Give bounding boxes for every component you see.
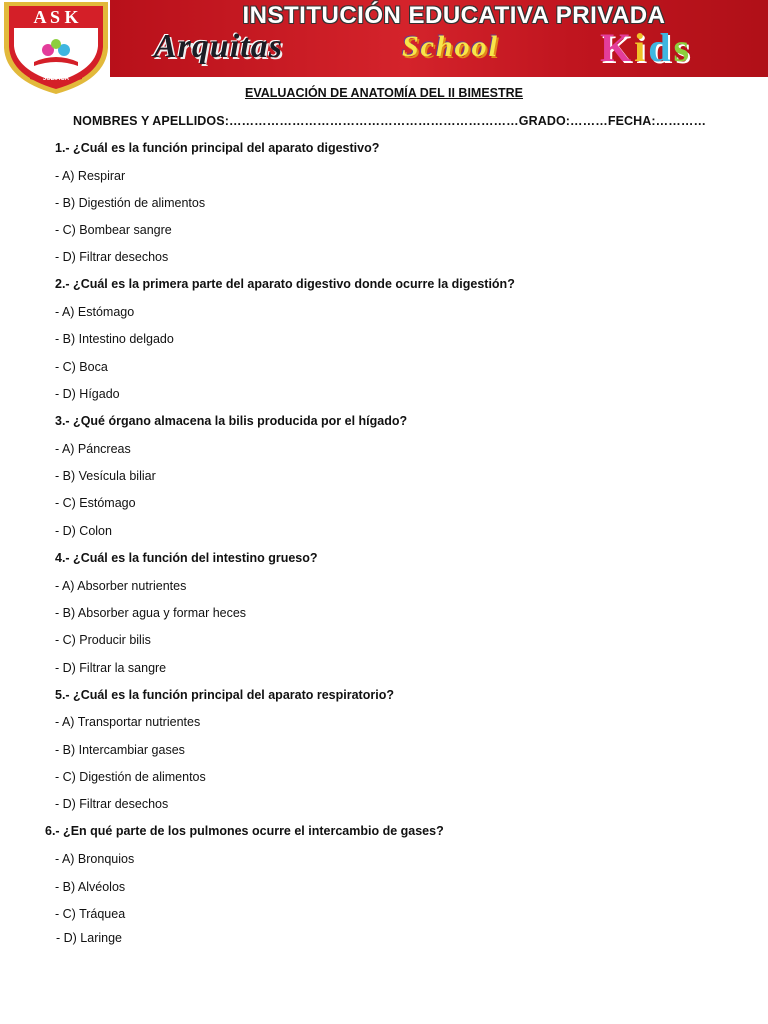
shield-letters: A S K xyxy=(33,7,79,27)
option: - A) Transportar nutrientes xyxy=(55,715,201,729)
option: - C) Tráquea xyxy=(55,907,126,921)
option: - A) Respirar xyxy=(55,169,126,183)
kids-letter: s xyxy=(673,25,693,70)
question-5: 5.- ¿Cuál es la función principal del aparato respiratorio? xyxy=(55,688,394,702)
option: - C) Estómago xyxy=(55,496,136,510)
question-2: 2.- ¿Cuál es la primera parte del aparato digestivo donde ocurre la digestión? xyxy=(55,277,515,291)
school-shield-logo xyxy=(2,0,110,96)
question-3: 3.- ¿Qué órgano almacena la bilis producida por el hígado? xyxy=(55,414,408,428)
option: - B) Intercambiar gases xyxy=(55,743,185,757)
option: - D) Hígado xyxy=(55,387,120,401)
banner-school-name: Arquitas xyxy=(154,28,283,65)
option: - B) Digestión de alimentos xyxy=(55,196,206,210)
banner-kids-word xyxy=(600,24,692,71)
option: - C) Boca xyxy=(55,360,108,374)
question-6: 6.- ¿En qué parte de los pulmones ocurre el intercambio de gases? xyxy=(45,824,444,838)
option: - D) Colon xyxy=(55,524,112,538)
option: - D) Filtrar desechos xyxy=(55,250,169,264)
option: - B) Absorber agua y formar heces xyxy=(55,606,247,620)
option: - D) Filtrar la sangre xyxy=(55,661,167,675)
option: - A) Absorber nutrientes xyxy=(55,579,187,593)
option: - A) Estómago xyxy=(55,305,135,319)
shield-icon xyxy=(2,0,110,96)
kids-letter: d xyxy=(648,25,674,70)
school-banner xyxy=(110,0,768,77)
option: - C) Bombear sangre xyxy=(55,223,172,237)
option: - D) Filtrar desechos xyxy=(55,797,169,811)
option: - B) Intestino delgado xyxy=(55,332,174,346)
shield-city: JULIACA xyxy=(42,76,70,82)
option: - C) Digestión de alimentos xyxy=(55,770,206,784)
kids-letter: K xyxy=(600,25,635,70)
option: - B) Alvéolos xyxy=(55,880,126,894)
question-1: 1.- ¿Cuál es la función principal del aparato digestivo? xyxy=(55,141,380,155)
kids-letter: i xyxy=(634,25,649,70)
option: - B) Vesícula biliar xyxy=(55,469,156,483)
banner-title: INSTITUCIÓN EDUCATIVA PRIVADA xyxy=(242,2,666,29)
student-info-line: NOMBRES Y APELLIDOS:……………………………………………………………GRADO:………FECHA:………… xyxy=(73,114,707,128)
banner-school-word: School xyxy=(402,30,500,63)
option: - C) Producir bilis xyxy=(55,633,151,647)
option: - A) Bronquios xyxy=(55,852,135,866)
question-4: 4.- ¿Cuál es la función del intestino grueso? xyxy=(55,551,318,565)
option: - D) Laringe xyxy=(56,931,122,945)
option: - A) Páncreas xyxy=(55,442,131,456)
school-header xyxy=(0,0,768,82)
exam-title: EVALUACIÓN DE ANATOMÍA DEL II BIMESTRE xyxy=(244,86,524,100)
